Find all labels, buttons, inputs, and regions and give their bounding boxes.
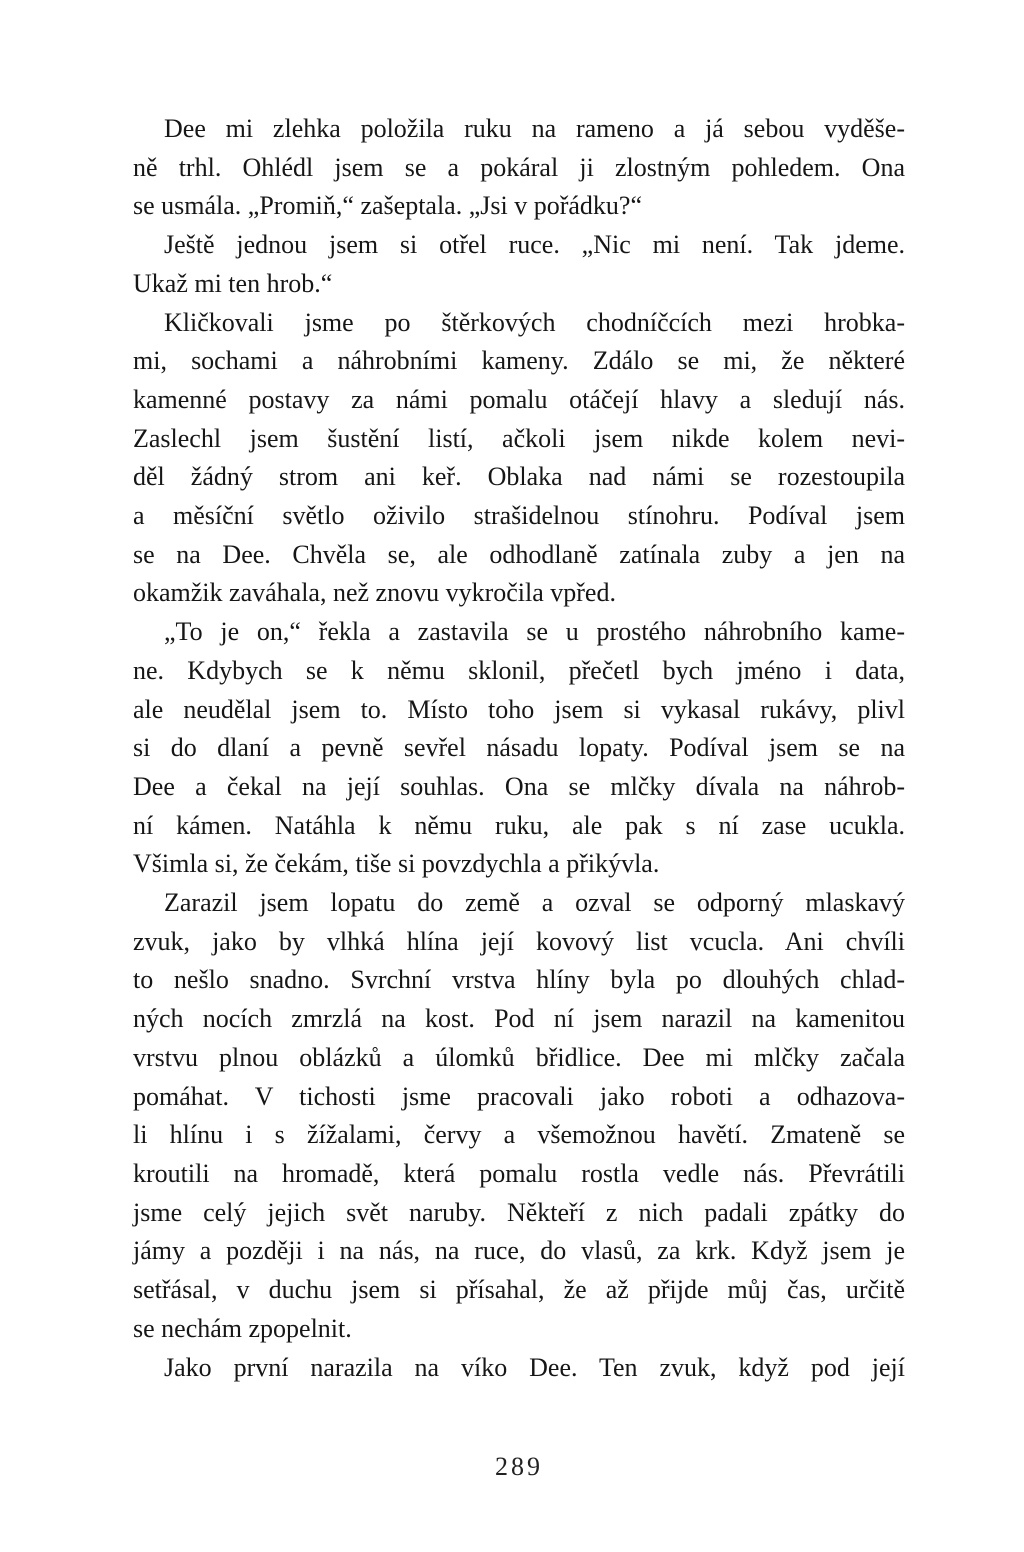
text-line: kamenné postavy za námi pomalu otáčejí hlavy a sledují nás. (133, 384, 905, 414)
paragraph (133, 226, 905, 303)
text-line: ne. Kdybych se k němu sklonil, přečetl bych jméno i data, (133, 655, 905, 685)
text-line: to nešlo snadno. Svrchní vrstva hlíny byla po dlouhých chlad- (133, 965, 905, 995)
text-line: jámy a později i na nás, na ruce, do vlasů, za krk. Když jsem je (133, 1236, 905, 1266)
page-number: 289 (495, 1452, 543, 1481)
text-line: okamžik zaváhala, než znovu vykročila vpřed. (133, 578, 616, 608)
text-line: kroutili na hromadě, která pomalu rostla vedle nás. Převrátili (133, 1158, 905, 1188)
paragraph (133, 304, 905, 614)
text-line: Jako první narazila na víko Dee. Ten zvuk, když pod její (164, 1352, 905, 1382)
text-line: Ještě jednou jsem si otřel ruce. „Nic mi není. Tak jdeme. (164, 230, 905, 260)
text-line: Dee a čekal na její souhlas. Ona se mlčky dívala na náhrob- (133, 771, 905, 801)
text-line: Všimla si, že čekám, tiše si povzdychla a přikývla. (133, 849, 660, 879)
text-line: ní kámen. Natáhla k němu ruku, ale pak s ní zase ucukla. (133, 810, 905, 840)
text-line: ně trhl. Ohlédl jsem se a pokáral ji zlostným pohledem. Ona (133, 152, 905, 182)
text-line: se nechám zpopelnit. (133, 1313, 352, 1343)
text-line: děl žádný strom ani keř. Oblaka nad námi se rozestoupila (133, 462, 905, 492)
text-line: se usmála. „Promiň,“ zašeptala. „Jsi v pořádku?“ (133, 191, 642, 221)
text-line: „To je on,“ řekla a zastavila se u prostého náhrobního kame- (164, 617, 905, 647)
paragraph (133, 110, 905, 226)
text-line: jsme celý jejich svět naruby. Někteří z nich padali zpátky do (133, 1197, 905, 1227)
text-line: setřásal, v duchu jsem si přísahal, že až přijde můj čas, určitě (133, 1275, 905, 1305)
text-line: ných nocích zmrzlá na kost. Pod ní jsem narazil na kamenitou (133, 1004, 905, 1034)
text-line: se na Dee. Chvěla se, ale odhodlaně zatínala zuby a jen na (133, 539, 905, 569)
paragraph (133, 884, 905, 1348)
paragraph (133, 613, 905, 884)
text-line: li hlínu i s žížalami, červy a všemožnou havětí. Zmateně se (133, 1120, 905, 1150)
text-line: zvuk, jako by vlhká hlína její kovový list vcucla. Ani chvíli (133, 926, 905, 956)
text-line: Dee mi zlehka položila ruku na rameno a já sebou vyděše- (164, 114, 905, 143)
paragraph (133, 1349, 905, 1388)
text-line: a měsíční světlo oživilo strašidelnou stínohru. Podíval jsem (133, 501, 905, 531)
text-line: Kličkovali jsme po štěrkových chodníčcích mezi hrobka- (164, 307, 905, 337)
text-line: Ukaž mi ten hrob.“ (133, 268, 333, 298)
text-line: ale neudělal jsem to. Místo toho jsem si vykasal rukávy, plivl (133, 694, 905, 724)
text-line: Zaslechl jsem šustění listí, ačkoli jsem nikde kolem nevi- (133, 423, 905, 453)
text-line: vrstvu plnou oblázků a úlomků břidlice. Dee mi mlčky začala (133, 1042, 905, 1072)
text-line: pomáhat. V tichosti jsme pracovali jako roboti a odhazova- (133, 1081, 905, 1111)
text-line: si do dlaní a pevně sevřel násadu lopaty. Podíval jsem se na (133, 733, 905, 763)
text-line: Zarazil jsem lopatu do země a ozval se odporný mlaskavý (164, 888, 905, 918)
text-block (133, 110, 905, 1387)
text-line: mi, sochami a náhrobními kameny. Zdálo se mi, že některé (133, 346, 905, 376)
